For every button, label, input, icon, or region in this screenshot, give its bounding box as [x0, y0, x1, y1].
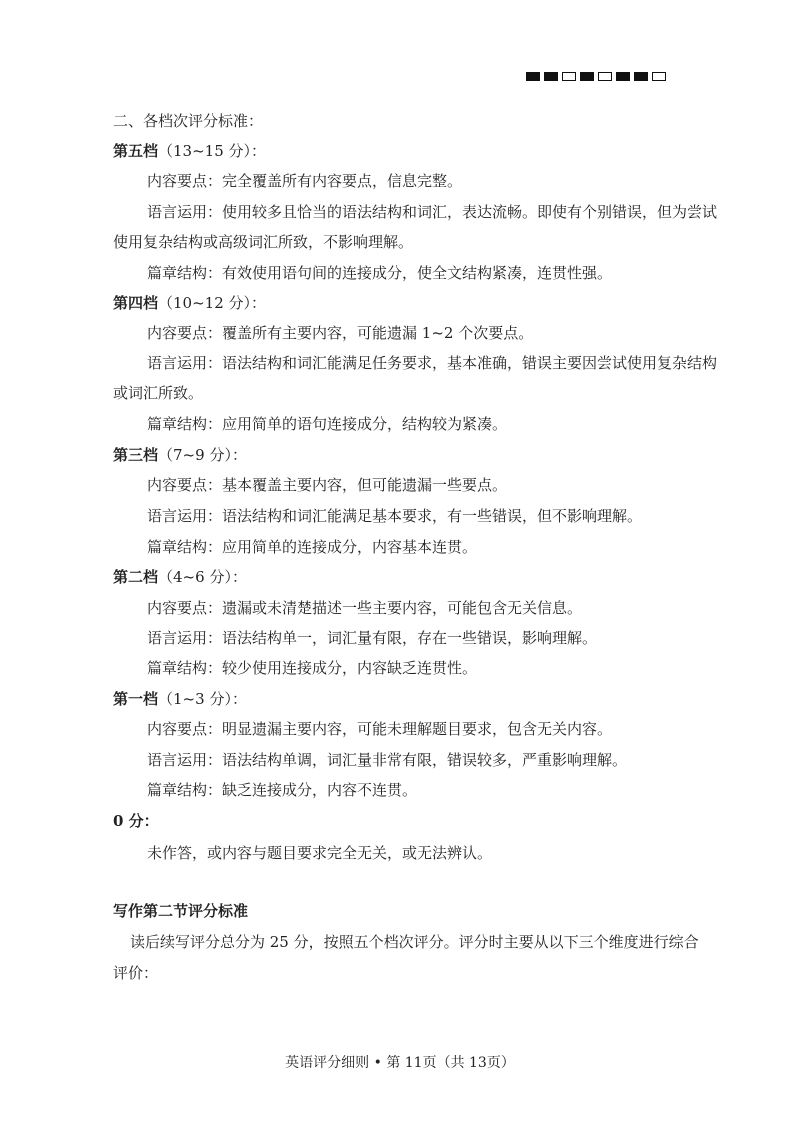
- tier-heading: [113, 292, 266, 314]
- mark-filled: [544, 72, 558, 81]
- tier-structure: 篇章结构：较少使用连接成分，内容缺乏连贯性。: [147, 659, 478, 677]
- tier-language: 语言运用：语法结构单调，词汇量非常有限，错误较多，严重影响理解。: [147, 751, 628, 769]
- tier-structure: 篇章结构：应用简单的语句连接成分，结构较为紧凑。: [147, 415, 508, 433]
- tier-content: 内容要点：覆盖所有主要内容，可能遗漏 1~2 个次要点。: [147, 324, 534, 342]
- page-footer: 英语评分细则 • 第 11页（共 13页）: [285, 1055, 515, 1071]
- tier-language-cont: 或词汇所致。: [113, 384, 204, 402]
- mark-filled: [526, 72, 540, 81]
- tier-language: 语言运用：语法结构单一，词汇量有限，存在一些错误，影响理解。: [147, 629, 598, 647]
- mark-empty: [652, 72, 666, 81]
- zero-text: 未作答，或内容与题目要求完全无关，或无法辨认。: [147, 844, 493, 862]
- tier-content: 内容要点：明显遗漏主要内容，可能未理解题目要求，包含无关内容。: [147, 720, 613, 738]
- zero-title: 0 分：: [113, 812, 159, 830]
- tier-heading: [113, 566, 247, 588]
- tier-title: 第二档: [113, 568, 159, 586]
- tier-language-cont: 使用复杂结构或高级词汇所致，不影响理解。: [113, 233, 414, 251]
- mark-empty: [598, 72, 612, 81]
- tier-language: 语言运用：语法结构和词汇能满足任务要求，基本准确，错误主要因尝试使用复杂结构: [147, 354, 718, 372]
- tier-structure: 篇章结构：应用简单的连接成分，内容基本连贯。: [147, 538, 478, 556]
- tier-heading: [113, 140, 266, 162]
- mark-filled: [634, 72, 648, 81]
- tier-range: （4~6 分）：: [158, 568, 247, 586]
- section2-title: 写作第二节评分标准: [113, 902, 249, 920]
- tier-structure: 篇章结构：有效使用语句间的连接成分，使全文结构紧凑，连贯性强。: [147, 264, 613, 282]
- mark-empty: [562, 72, 576, 81]
- tier-range: （10~12 分）：: [158, 294, 267, 312]
- tier-range: （13~15 分）：: [158, 142, 267, 160]
- header-marks: [526, 72, 666, 81]
- tier-language: 语言运用：语法结构和词汇能满足基本要求，有一些错误，但不影响理解。: [147, 507, 643, 525]
- tier-content: 内容要点：基本覆盖主要内容，但可能遗漏一些要点。: [147, 476, 508, 494]
- tier-heading: [113, 444, 247, 466]
- tier-title: 第五档: [113, 142, 159, 160]
- tier-content: 内容要点：完全覆盖所有内容要点，信息完整。: [147, 172, 463, 190]
- mark-filled: [580, 72, 594, 81]
- mark-filled: [616, 72, 630, 81]
- tier-title: 第四档: [113, 294, 159, 312]
- tier-title: 第一档: [113, 690, 159, 708]
- tier-language: 语言运用：使用较多且恰当的语法结构和词汇，表达流畅。即使有个别错误，但为尝试: [147, 203, 718, 221]
- tier-range: （7~9 分）：: [158, 446, 247, 464]
- tier-title: 第三档: [113, 446, 159, 464]
- section2-line1: 读后续写评分总分为 25 分，按照五个档次评分。评分时主要从以下三个维度进行综合: [130, 933, 699, 951]
- tier-structure: 篇章结构：缺乏连接成分，内容不连贯。: [147, 781, 418, 799]
- section-title: 二、各档次评分标准：: [113, 112, 264, 130]
- section2-line2: 评价：: [113, 964, 159, 982]
- tier-content: 内容要点：遗漏或未清楚描述一些主要内容，可能包含无关信息。: [147, 599, 583, 617]
- tier-heading: [113, 688, 247, 710]
- tier-range: （1~3 分）：: [158, 690, 247, 708]
